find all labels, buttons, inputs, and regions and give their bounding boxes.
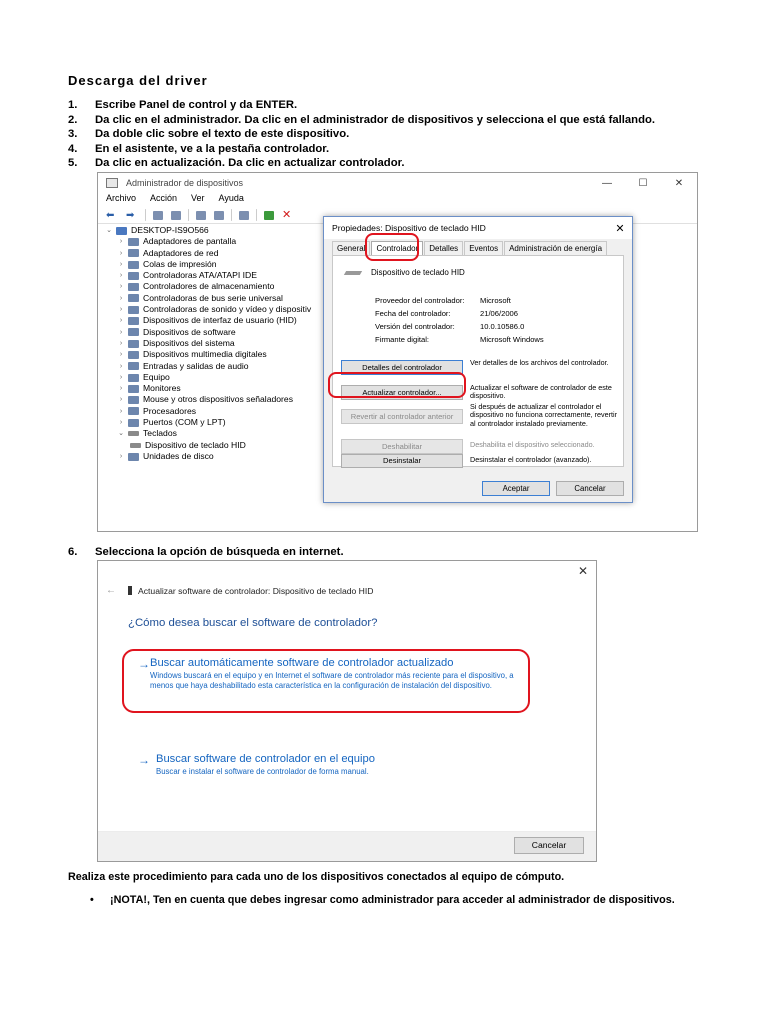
device-manager-titlebar xyxy=(98,173,697,193)
device-manager-icon xyxy=(106,178,118,188)
update-driver-icon[interactable] xyxy=(264,211,274,220)
tree-label: Controladoras de bus serie universal xyxy=(143,292,283,303)
keyboard-icon xyxy=(344,271,362,275)
cancel-button[interactable]: Cancelar xyxy=(556,481,624,496)
tree-item[interactable] xyxy=(102,349,311,360)
computer-icon xyxy=(116,227,127,235)
tree-item[interactable] xyxy=(102,372,311,383)
chevron-right-icon[interactable]: › xyxy=(119,362,123,370)
tree-child-item[interactable] xyxy=(102,440,311,451)
menu-ver[interactable]: Ver xyxy=(191,193,205,203)
tree-item[interactable] xyxy=(102,394,311,405)
monitor-icon xyxy=(128,385,139,393)
system-device-icon xyxy=(128,340,139,348)
toolbar-separator xyxy=(188,209,189,221)
rollback-driver-button[interactable]: Revertir al controlador anterior xyxy=(341,409,463,424)
tree-label: Entradas y salidas de audio xyxy=(143,360,249,371)
accept-button[interactable]: Aceptar xyxy=(482,481,550,496)
device-manager-screenshot xyxy=(97,172,698,532)
step-item xyxy=(68,113,748,128)
tree-item[interactable] xyxy=(102,293,311,304)
driver-field xyxy=(375,309,518,318)
tree-label: Monitores xyxy=(143,383,181,394)
software-device-icon xyxy=(128,328,139,336)
properties-close-button[interactable]: ✕ xyxy=(615,222,625,235)
tree-label: Dispositivos de interfaz de usuario (HID) xyxy=(143,315,297,326)
wizard-title: Actualizar software de controlador: Dispositivo de teclado HID xyxy=(138,585,374,596)
tree-item[interactable] xyxy=(102,259,311,270)
disk-icon xyxy=(128,453,139,461)
step-text: Da clic en actualización. Da clic en actualizar controlador. xyxy=(95,157,405,170)
port-icon xyxy=(128,419,139,427)
help-icon[interactable] xyxy=(196,211,206,220)
keyboard-icon xyxy=(130,443,141,448)
chevron-right-icon[interactable]: › xyxy=(119,351,123,359)
properties-title: Propiedades: Dispositivo de teclado HID xyxy=(332,223,486,233)
tab-detalles[interactable]: Detalles xyxy=(424,241,463,255)
field-label: Fecha del controlador: xyxy=(375,309,451,318)
tree-label: Colas de impresión xyxy=(143,258,217,269)
ide-icon xyxy=(128,272,139,280)
driver-tab-panel xyxy=(332,255,624,467)
step-number: 4. xyxy=(68,142,78,155)
view-icon[interactable] xyxy=(153,211,163,220)
uninstall-button[interactable]: Desinstalar xyxy=(341,454,463,468)
back-arrow-icon[interactable]: ← xyxy=(106,585,116,596)
tree-item[interactable] xyxy=(102,338,311,349)
highlight-ring-option xyxy=(122,649,530,713)
back-arrow-icon[interactable]: ⬅ xyxy=(106,209,115,221)
chevron-down-icon[interactable]: ⌄ xyxy=(118,430,124,438)
tree-item[interactable] xyxy=(102,315,311,326)
field-label: Versión del controlador: xyxy=(375,322,455,331)
step-text: Escribe Panel de control y da ENTER. xyxy=(95,99,298,111)
arrow-right-icon: → xyxy=(138,753,150,767)
maximize-button[interactable]: ☐ xyxy=(638,177,648,189)
option-title: Buscar software de controlador en el equipo xyxy=(156,753,375,765)
chevron-right-icon[interactable]: › xyxy=(119,385,123,393)
display-icon xyxy=(128,238,139,246)
uninstall-icon[interactable]: ✕ xyxy=(282,208,292,221)
tab-eventos[interactable]: Eventos xyxy=(464,241,503,255)
toolbar-separator xyxy=(145,209,146,221)
chevron-right-icon[interactable]: › xyxy=(119,396,123,404)
driver-details-button[interactable]: Detalles del controlador xyxy=(341,360,463,375)
wizard-header xyxy=(106,585,374,596)
audio-icon xyxy=(128,362,139,370)
scan-hardware-icon[interactable] xyxy=(239,211,249,220)
tree-item[interactable] xyxy=(102,417,311,428)
driver-field xyxy=(375,322,524,331)
step-item xyxy=(68,127,748,142)
wizard-question: ¿Cómo desea buscar el software de controlador? xyxy=(128,617,378,629)
document-title: Descarga del driver xyxy=(68,73,208,88)
toolbar-separator xyxy=(231,209,232,221)
menu-bar xyxy=(98,193,697,207)
update-driver-wizard-screenshot xyxy=(97,560,597,862)
chevron-right-icon[interactable]: › xyxy=(119,407,123,415)
field-value: Microsoft xyxy=(480,296,511,305)
step-number: 6. xyxy=(68,546,78,558)
repeat-instruction: Realiza este procedimiento para cada uno de los dispositivos conectados al equipo de cómputo. xyxy=(68,871,565,883)
step-number: 3. xyxy=(68,128,78,141)
tree-label: DESKTOP-IS9O566 xyxy=(131,225,209,235)
field-label: Proveedor del controlador: xyxy=(375,296,465,305)
note-item xyxy=(90,893,690,908)
step-number: 5. xyxy=(68,157,78,170)
chevron-right-icon[interactable]: › xyxy=(119,249,123,257)
driver-field xyxy=(375,296,511,305)
chevron-right-icon[interactable]: › xyxy=(119,339,123,347)
highlight-ring-tab xyxy=(365,233,419,261)
chevron-right-icon[interactable]: › xyxy=(119,452,123,460)
forward-arrow-icon[interactable]: ➡ xyxy=(126,209,135,221)
menu-ayuda[interactable]: Ayuda xyxy=(218,193,244,203)
mouse-icon xyxy=(128,396,139,404)
tree-item[interactable] xyxy=(102,406,311,417)
multimedia-icon xyxy=(128,351,139,359)
note-text: ¡NOTA!, Ten en cuenta que debes ingresar como administrador para acceder al administrador de dispositivos. xyxy=(110,894,675,906)
driver-details-desc: Ver detalles de los archivos del controlador. xyxy=(470,358,609,367)
tab-energia[interactable]: Administración de energía xyxy=(504,241,607,255)
step-text: Da clic en el administrador. Da clic en el administrador de dispositivos y selecciona el que está fallando. xyxy=(95,113,656,126)
device-icon xyxy=(128,586,132,595)
processor-icon xyxy=(128,407,139,415)
device-name: Dispositivo de teclado HID xyxy=(371,268,465,277)
tree-label: Dispositivo de teclado HID xyxy=(145,439,246,450)
chevron-right-icon[interactable]: › xyxy=(119,317,123,325)
tree-root[interactable] xyxy=(102,225,311,236)
rollback-driver-desc: Si después de actualizar el controlador el dispositivo no funciona correctamente, revertir al controlador instalado previamente. xyxy=(470,402,618,428)
disable-desc: Deshabilita el dispositivo seleccionado. xyxy=(470,440,595,449)
tree-label: Controladores de almacenamiento xyxy=(143,281,275,292)
tree-label: Adaptadores de red xyxy=(143,247,219,258)
browse-computer-option[interactable] xyxy=(138,753,538,777)
highlight-ring-update-button xyxy=(328,372,466,398)
chevron-right-icon[interactable]: › xyxy=(119,419,123,427)
tree-label: Unidades de disco xyxy=(143,450,214,461)
tree-item[interactable] xyxy=(102,361,311,372)
step-item xyxy=(68,142,748,157)
sound-icon xyxy=(128,306,139,314)
tree-item[interactable] xyxy=(102,451,311,462)
wizard-close-button[interactable]: ✕ xyxy=(577,564,588,578)
update-driver-desc: Actualizar el software de controlador de este dispositivo. xyxy=(470,383,612,401)
tree-label: Dispositivos de software xyxy=(143,326,236,337)
option-desc: Buscar e instalar el software de controlador de forma manual. xyxy=(156,767,369,776)
step-item xyxy=(68,156,748,171)
bullet: • xyxy=(90,894,94,906)
field-value: 10.0.10586.0 xyxy=(480,322,525,331)
tree-item[interactable] xyxy=(102,304,311,315)
device-manager-title: Administrador de dispositivos xyxy=(126,178,244,188)
arrow-right-icon: → xyxy=(138,657,150,671)
usb-icon xyxy=(128,294,139,302)
option-content xyxy=(156,753,375,777)
tree-label: Procesadores xyxy=(143,405,197,416)
step-number: 1. xyxy=(68,99,78,111)
tree-item[interactable] xyxy=(102,281,311,292)
chevron-right-icon[interactable]: › xyxy=(119,373,123,381)
tree-label: Teclados xyxy=(143,428,177,439)
field-label: Firmante digital: xyxy=(375,335,430,344)
field-value: 21/06/2006 xyxy=(480,309,519,318)
chevron-right-icon[interactable]: › xyxy=(119,294,123,302)
tree-item[interactable] xyxy=(102,383,311,394)
uninstall-desc: Desinstalar el controlador (avanzado). xyxy=(470,455,592,464)
option-title: Buscar automáticamente software de controlador actualizado xyxy=(150,657,454,669)
chevron-down-icon[interactable]: ⌄ xyxy=(106,227,112,234)
update-driver-button[interactable]: Actualizar controlador... xyxy=(341,385,463,400)
tree-label: Controladoras ATA/ATAPI IDE xyxy=(143,270,257,281)
tab-general[interactable]: General xyxy=(332,241,370,255)
tree-item-expanded[interactable] xyxy=(102,428,311,439)
step-item xyxy=(68,546,344,558)
chevron-right-icon[interactable]: › xyxy=(119,260,123,268)
tree-label: Dispositivos del sistema xyxy=(143,337,235,348)
properties-footer xyxy=(476,481,624,496)
computer-icon xyxy=(128,374,139,382)
minimize-button[interactable]: — xyxy=(602,177,612,189)
close-button[interactable]: ✕ xyxy=(674,177,684,189)
tree-item[interactable] xyxy=(102,327,311,338)
tree-item[interactable] xyxy=(102,248,311,259)
step-number: 2. xyxy=(68,113,78,126)
hid-icon xyxy=(128,317,139,325)
properties-icon[interactable] xyxy=(171,211,181,220)
list-icon[interactable] xyxy=(214,211,224,220)
tree-label: Controladoras de sonido y vídeo y dispositiv xyxy=(143,304,312,315)
tree-label: Adaptadores de pantalla xyxy=(143,236,237,247)
tree-item[interactable] xyxy=(102,270,311,281)
step-text: Da doble clic sobre el texto de este dispositivo. xyxy=(95,128,350,141)
tree-label: Equipo xyxy=(143,371,170,382)
chevron-right-icon[interactable]: › xyxy=(119,272,123,280)
device-header xyxy=(345,268,465,277)
keyboard-icon xyxy=(128,431,139,436)
step-list xyxy=(68,98,748,171)
printer-icon xyxy=(128,261,139,269)
chevron-right-icon[interactable]: › xyxy=(119,306,123,314)
tab-controlador[interactable]: Controlador xyxy=(371,241,423,255)
step-item xyxy=(68,98,748,113)
toolbar-separator xyxy=(256,209,257,221)
chevron-right-icon[interactable]: › xyxy=(119,238,123,246)
menu-accion[interactable]: Acción xyxy=(150,193,178,203)
tree-label: Mouse y otros dispositivos señaladores xyxy=(143,394,293,405)
step-text: Selecciona la opción de búsqueda en internet. xyxy=(95,546,344,558)
step-text: En el asistente, ve a la pestaña controlador. xyxy=(95,142,330,155)
option-desc: Windows buscará en el equipo y en Internet el software de controlador más reciente para el dispositivo, a menos que haya deshabilitado esta característica en la configuración de instalación del dispositivo. xyxy=(150,671,514,690)
device-tree xyxy=(102,225,311,462)
wizard-cancel-button[interactable]: Cancelar xyxy=(514,837,584,854)
chevron-right-icon[interactable]: › xyxy=(119,328,123,336)
tree-item[interactable] xyxy=(102,236,311,247)
driver-field xyxy=(375,335,544,344)
disable-button[interactable]: Deshabilitar xyxy=(341,439,463,454)
menu-archivo[interactable]: Archivo xyxy=(106,193,137,203)
network-icon xyxy=(128,249,139,257)
tree-label: Puertos (COM y LPT) xyxy=(143,417,226,428)
chevron-right-icon[interactable]: › xyxy=(119,283,123,291)
storage-icon xyxy=(128,283,139,291)
field-value: Microsoft Windows xyxy=(480,335,544,344)
tree-label: Dispositivos multimedia digitales xyxy=(143,349,267,360)
